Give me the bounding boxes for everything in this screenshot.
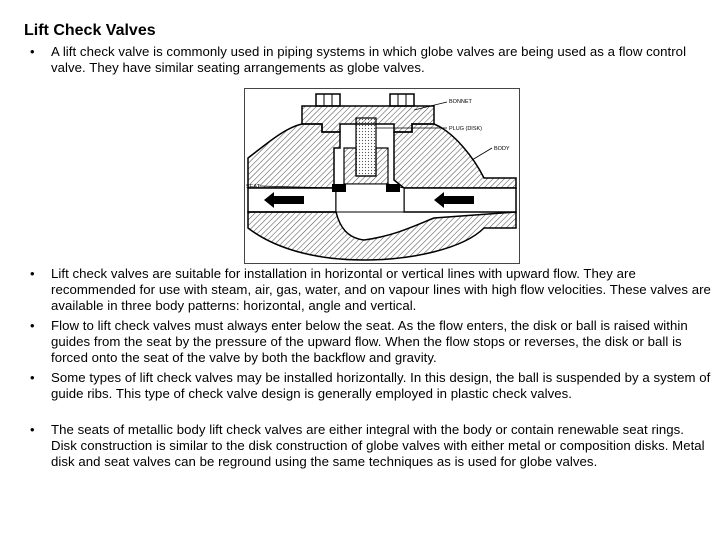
- bullet-text: Some types of lift check valves may be installed horizontally. In this design, the ball is suspended by a system of guide ribs. This type of check valve design is generally employed in plastic check valves.: [51, 370, 711, 401]
- outlet-label: OUTLET: [282, 197, 304, 203]
- bullet-marker: •: [30, 370, 35, 385]
- slide-title: Lift Check Valves: [24, 22, 156, 39]
- bullet-marker: •: [30, 422, 35, 437]
- bullet-marker: •: [30, 266, 35, 281]
- plug-label: PLUG (DISK): [449, 126, 483, 132]
- inlet-label: INLET: [454, 197, 470, 203]
- bullet-text: The seats of metallic body lift check valves are either integral with the body or contain renewable seat rings. Disk construction is similar to the disk construction of globe valves with either metal or composition disks. Metal disk and seat valves can be reground using the same techniques as is used for globe valves.: [51, 422, 705, 469]
- bullet-text: Lift check valves are suitable for installation in horizontal or vertical lines with upward flow. They are recommended for use with steam, air, gas, water, and on vapour lines with high flow velocities. These valves are available in three body patterns: horizontal, angle and vertical.: [51, 266, 711, 313]
- seat-label: SEAT: [246, 184, 260, 190]
- seat-ring-left: [332, 184, 346, 192]
- left-bolt-nut: [316, 94, 340, 106]
- seat-ring-right: [386, 184, 400, 192]
- bullet-marker: •: [30, 318, 35, 333]
- body-label: BODY: [494, 146, 510, 152]
- bullet-marker: •: [30, 44, 35, 59]
- intro-bullet-text: A lift check valve is commonly used in piping systems in which globe valves are being used as a flow control valve. They have similar seating arrangements as globe valves.: [51, 44, 687, 75]
- bonnet-label: BONNET: [449, 99, 472, 105]
- plug-disk: [356, 118, 376, 176]
- valve-cross-section: [244, 88, 520, 264]
- lift-check-valve-diagram: [244, 88, 520, 264]
- right-bolt-nut: [390, 94, 414, 106]
- bullet-text: Flow to lift check valves must always enter below the seat. As the flow enters, the disk or ball is raised within guides from the seat by the pressure of the upward flow. When the flow stops or reverses, the disk or ball is forced onto the seat of the valve by both the backflow and gravity.: [51, 318, 688, 365]
